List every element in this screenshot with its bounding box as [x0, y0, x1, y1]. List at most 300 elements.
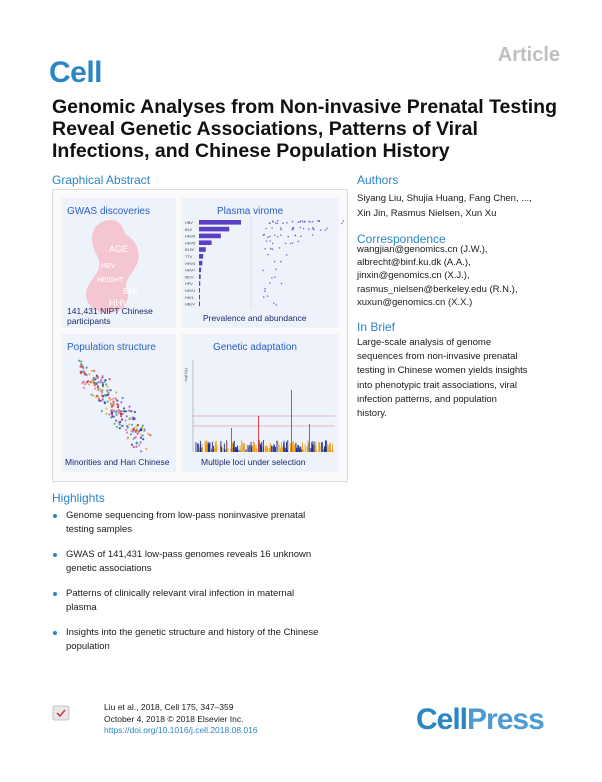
abundance-point: [264, 288, 266, 290]
pca-point: [120, 401, 122, 403]
authors-line: Siyang Liu, Shujia Huang, Fang Chen, ...,: [357, 193, 532, 204]
virus-label: HHV1: [185, 289, 196, 293]
abundance-point: [300, 220, 302, 222]
bullet-icon: [53, 553, 57, 557]
manhattan-point: [268, 449, 269, 452]
manhattan-point: [329, 444, 330, 452]
abundance-point: [271, 227, 273, 229]
pca-point: [115, 420, 117, 422]
manhattan-point: [202, 447, 203, 452]
pca-point: [101, 410, 103, 412]
citation-line: Liu et al., 2018, Cell 175, 347–359: [104, 702, 234, 712]
abundance-point: [269, 240, 271, 242]
pca-point: [137, 424, 139, 426]
manhattan-point: [209, 444, 210, 452]
pca-point: [134, 411, 136, 413]
gwas-trait-label: HEIGHT: [97, 277, 124, 284]
manhattan-point: [315, 442, 316, 452]
pca-point: [112, 398, 114, 400]
gwas-panel-title: GWAS discoveries: [67, 206, 150, 217]
abundance-point: [267, 295, 269, 297]
gwas-trait-label: BMI: [123, 287, 138, 296]
prevalence-bar: [199, 295, 200, 300]
pca-point: [99, 388, 101, 390]
abundance-point: [275, 269, 277, 271]
population-caption: Minorities and Han Chinese: [65, 457, 170, 467]
abundance-point: [293, 228, 295, 230]
abundance-point: [264, 248, 266, 250]
pca-point: [109, 378, 111, 380]
abundance-point: [272, 221, 274, 223]
manhattan-point: [233, 443, 234, 452]
article-type-label: Article: [497, 44, 560, 66]
pca-point: [119, 423, 121, 425]
authors-list: [357, 191, 557, 221]
pca-point: [130, 410, 132, 412]
cell-press-logo-part: Press: [467, 703, 544, 736]
graphical-abstract-figure: [52, 189, 348, 482]
gwas-trait-label: HHV: [109, 298, 129, 308]
pca-point: [117, 409, 119, 411]
abundance-point: [302, 220, 304, 222]
manhattan-point: [331, 450, 332, 453]
manhattan-point: [265, 446, 266, 452]
manhattan-point: [239, 450, 240, 452]
prevalence-bar: [199, 268, 201, 273]
pca-point: [80, 361, 82, 363]
pca-point: [136, 430, 138, 432]
pca-point: [131, 444, 133, 446]
prevalence-bar: [199, 254, 203, 259]
abundance-point: [274, 276, 276, 278]
virus-label: TTV: [185, 255, 193, 259]
abundance-point: [277, 223, 279, 225]
manhattan-point: [297, 450, 298, 452]
abundance-point: [270, 248, 272, 250]
manhattan-point: [328, 449, 329, 452]
pca-point: [94, 387, 96, 389]
pca-point: [107, 386, 109, 388]
email-link[interactable]: rasmus_nielsen@berkeley.edu (R.N.),: [357, 283, 518, 295]
pca-point: [111, 411, 113, 413]
abundance-point: [269, 236, 271, 238]
pca-point: [79, 366, 81, 368]
adaptation-caption: Multiple loci under selection: [201, 457, 306, 467]
abundance-point: [280, 227, 282, 229]
abundance-point: [271, 277, 273, 279]
manhattan-point: [243, 443, 244, 452]
manhattan-point: [261, 442, 262, 452]
pca-point: [121, 425, 123, 427]
pca-point: [93, 370, 95, 372]
pca-point: [124, 419, 126, 421]
abundance-point: [272, 248, 274, 250]
manhattan-point: [286, 442, 287, 452]
pca-point: [119, 427, 121, 429]
authors-line: Xin Jin, Rasmus Nielsen, Xun Xu: [357, 208, 497, 219]
highlight-line: GWAS of 141,431 low-pass genomes reveals 16 unknown: [66, 549, 312, 560]
pca-point: [100, 400, 102, 402]
manhattan-point: [200, 450, 201, 452]
citation-block: [104, 702, 258, 737]
pca-point: [100, 379, 102, 381]
pca-point: [86, 367, 88, 369]
pca-point: [133, 428, 135, 430]
abundance-point: [280, 261, 282, 263]
pca-point: [102, 395, 104, 397]
pca-point: [91, 370, 93, 372]
in-brief-line: history.: [357, 408, 387, 420]
pca-point: [88, 383, 90, 385]
abundance-point: [312, 227, 314, 229]
pca-point: [135, 436, 137, 438]
abundance-point: [297, 221, 299, 223]
abundance-point: [274, 261, 276, 263]
abundance-point: [286, 222, 288, 224]
abundance-point: [277, 236, 279, 238]
manhattan-point: [330, 442, 331, 452]
in-brief-line: testing in Chinese women yields insights: [357, 365, 528, 377]
prevalence-bar: [199, 227, 229, 232]
pca-point: [78, 360, 80, 362]
pca-point: [83, 381, 85, 383]
email-link[interactable]: wangjian@genomics.cn (J.W.),: [357, 244, 488, 255]
manhattan-point: [213, 446, 214, 452]
pca-point: [149, 434, 151, 436]
manhattan-point: [248, 445, 249, 452]
pca-point: [98, 400, 100, 402]
highlight-item: [52, 548, 342, 576]
pca-point: [130, 429, 132, 431]
pca-point: [80, 372, 82, 374]
bullet-icon: [53, 514, 57, 518]
manhattan-point: [293, 449, 294, 452]
pca-point: [127, 426, 129, 428]
pca-point: [111, 409, 113, 411]
pca-point: [145, 448, 147, 450]
highlight-line: population: [66, 641, 110, 652]
gwas-caption-line2: participants: [67, 316, 111, 326]
abundance-point: [312, 228, 314, 230]
pca-point: [115, 391, 117, 393]
manhattan-point: [275, 447, 276, 452]
pca-point: [126, 415, 128, 417]
pca-point: [97, 376, 99, 378]
pca-point: [115, 412, 117, 414]
pca-point: [105, 383, 107, 385]
pca-point: [123, 407, 125, 409]
manhattan-point: [236, 447, 237, 452]
pca-point: [105, 408, 107, 410]
pca-point: [133, 438, 135, 440]
manhattan-point: [214, 450, 215, 452]
doi-link[interactable]: https://doi.org/10.1016/j.cell.2018.08.016: [104, 725, 258, 735]
pca-point: [97, 385, 99, 387]
pca-point: [127, 437, 129, 439]
manhattan-point: [299, 448, 300, 452]
manhattan-point: [327, 445, 328, 452]
abundance-point: [312, 234, 314, 236]
abundance-point: [290, 243, 292, 245]
manhattan-point: [273, 447, 274, 452]
pca-point: [110, 402, 112, 404]
crossmark-icon[interactable]: [52, 705, 70, 721]
pca-point: [92, 379, 94, 381]
email-link[interactable]: xuxun@genomics.cn (X.X.): [357, 296, 473, 308]
gwas-trait-label: HBV: [101, 263, 116, 270]
abundance-point: [343, 220, 345, 222]
in-brief-line: infection patterns, and population: [357, 393, 497, 405]
manhattan-point: [284, 444, 285, 452]
in-brief-heading: In Brief: [357, 320, 396, 334]
abundance-point: [267, 254, 269, 256]
pca-point: [142, 438, 144, 440]
manhattan-point: [305, 444, 306, 452]
manhattan-point: [282, 447, 283, 452]
abundance-point: [266, 240, 268, 242]
manhattan-point: [271, 446, 272, 452]
highlights-list: [52, 509, 342, 665]
pca-point: [140, 429, 142, 431]
abundance-point: [295, 235, 297, 237]
manhattan-point: [251, 447, 252, 452]
abundance-point: [325, 229, 327, 231]
authors-heading: Authors: [357, 173, 399, 187]
pca-point: [84, 383, 86, 385]
selection-signal: [291, 390, 292, 452]
manhattan-point: [302, 449, 303, 452]
manhattan-point: [325, 440, 326, 452]
abundance-point: [265, 228, 267, 230]
manhattan-point: [235, 447, 236, 452]
highlight-item: [52, 587, 342, 615]
pca-point: [126, 431, 128, 433]
pca-point: [86, 374, 88, 376]
abundance-point: [287, 236, 289, 238]
manhattan-point: [319, 442, 320, 452]
abundance-point: [319, 221, 321, 223]
manhattan-point: [254, 446, 255, 452]
abundance-point: [263, 296, 265, 298]
pca-point: [137, 433, 139, 435]
pca-point: [128, 424, 130, 426]
selection-signal: [231, 428, 232, 452]
selection-signal: [258, 416, 259, 452]
abundance-point: [326, 228, 328, 230]
virome-panel-title: Plasma virome: [217, 206, 284, 217]
pca-point: [130, 433, 132, 435]
cell-press-logo: [416, 703, 544, 737]
abundance-point: [292, 242, 294, 244]
pca-point: [125, 429, 127, 431]
pca-point: [113, 403, 115, 405]
manhattan-point: [216, 444, 217, 452]
highlight-item: [52, 509, 342, 537]
abundance-point: [277, 220, 279, 222]
virus-label: HIV1: [185, 295, 194, 300]
virus-label: HHV6: [185, 234, 196, 239]
abundance-point: [262, 270, 264, 272]
correspondence-heading: Correspondence: [357, 232, 446, 246]
pca-point: [141, 426, 143, 428]
manhattan-point: [277, 444, 278, 452]
manhattan-point: [272, 446, 273, 452]
manhattan-point: [300, 447, 301, 453]
virus-label: B19V: [185, 248, 195, 253]
abundance-point: [292, 221, 294, 223]
pca-point: [94, 378, 96, 380]
highlight-line: testing samples: [66, 524, 133, 535]
pca-point: [136, 442, 138, 444]
manhattan-point: [224, 448, 225, 452]
manhattan-point: [257, 449, 258, 452]
abundance-point: [298, 241, 300, 243]
abundance-point: [308, 228, 310, 230]
abundance-point: [312, 221, 314, 223]
manhattan-point: [242, 442, 243, 452]
population-panel-title: Population structure: [67, 342, 156, 353]
manhattan-ylabel: -log10(p): [184, 367, 188, 382]
manhattan-point: [270, 444, 271, 452]
abundance-point: [341, 223, 343, 225]
manhattan-point: [225, 449, 226, 452]
prevalence-bar: [199, 220, 241, 225]
pca-point: [97, 381, 99, 383]
virus-label: HHV5: [185, 241, 196, 246]
graphical-abstract-heading: Graphical Abstract: [52, 173, 151, 187]
pca-point: [91, 394, 93, 396]
correspondence-list: [357, 243, 557, 309]
pca-point: [140, 450, 142, 452]
abundance-point: [276, 304, 278, 306]
manhattan-point: [208, 442, 209, 452]
pca-point: [93, 395, 95, 397]
highlight-line: Genome sequencing from low-pass noninvasive prenatal: [66, 510, 306, 521]
pca-point: [110, 416, 112, 418]
selection-signal: [309, 424, 310, 452]
manhattan-point: [324, 449, 325, 452]
abundance-point: [264, 234, 266, 236]
manhattan-point: [303, 449, 304, 452]
gwas-caption-line1: 141,431 NIPT Chinese: [67, 306, 153, 316]
pca-point: [138, 444, 140, 446]
pca-point: [100, 390, 102, 392]
pca-point: [128, 406, 130, 408]
manhattan-point: [312, 445, 313, 452]
bullet-icon: [53, 631, 57, 635]
pca-point: [106, 390, 108, 392]
abundance-point: [272, 243, 274, 245]
manhattan-point: [205, 441, 206, 452]
manhattan-point: [228, 448, 229, 452]
manhattan-point: [249, 445, 250, 452]
manhattan-point: [269, 448, 270, 452]
pca-point: [110, 398, 112, 400]
pca-point: [147, 433, 149, 435]
pca-point: [121, 413, 123, 415]
pca-point: [96, 395, 98, 397]
abundance-point: [281, 283, 283, 285]
in-brief-line: into phenotypic trait associations, viral: [357, 379, 517, 391]
manhattan-point: [246, 449, 247, 452]
adaptation-panel-title: Genetic adaptation: [213, 342, 297, 353]
in-brief-line: sequences from non-invasive prenatal: [357, 351, 518, 363]
pca-point: [111, 414, 113, 416]
pca-point: [100, 381, 102, 383]
manhattan-point: [263, 446, 264, 452]
abundance-point: [280, 234, 282, 236]
pca-point: [111, 406, 113, 408]
highlight-line: Insights into the genetic structure and history of the Chinese: [66, 627, 319, 638]
manhattan-point: [211, 449, 212, 452]
pca-point: [119, 411, 121, 413]
prevalence-bar: [199, 274, 201, 279]
pca-point: [115, 414, 117, 416]
abundance-point: [286, 254, 288, 256]
manhattan-point: [255, 448, 256, 452]
virus-label: HBoV: [185, 302, 195, 307]
pca-point: [116, 426, 118, 428]
pca-point: [135, 446, 137, 448]
email-link[interactable]: albrecht@binf.ku.dk (A.A.),: [357, 257, 471, 269]
abundance-point: [274, 235, 276, 237]
pca-point: [140, 437, 142, 439]
pca-point: [105, 413, 107, 415]
manhattan-point: [279, 445, 280, 452]
highlight-item: [52, 626, 342, 654]
pca-point: [117, 404, 119, 406]
pca-point: [135, 426, 137, 428]
manhattan-point: [314, 441, 315, 452]
abundance-point: [308, 221, 310, 223]
email-link[interactable]: jinxin@genomics.cn (X.J.),: [357, 270, 470, 282]
pca-point: [104, 402, 106, 404]
virome-caption: Prevalence and abundance: [203, 313, 307, 323]
pca-point: [95, 383, 97, 385]
abundance-point: [282, 222, 284, 224]
virus-label: B19: [185, 227, 192, 232]
pca-point: [102, 384, 104, 386]
citation-line: October 4, 2018 © 2018 Elsevier Inc.: [104, 713, 244, 724]
manhattan-point: [290, 443, 291, 452]
pca-point: [97, 389, 99, 391]
manhattan-point: [221, 447, 222, 452]
article-title: Genomic Analyses from Non-invasive Prenatal Testing Reveal Genetic Associations, Patterns of Viral Infections, and Chinese Population History: [52, 96, 557, 162]
abundance-point: [275, 222, 277, 224]
virus-label: MCV: [185, 275, 194, 280]
pca-point: [108, 413, 110, 415]
prevalence-bar: [199, 302, 200, 307]
abundance-point: [303, 228, 305, 230]
manhattan-point: [196, 442, 197, 452]
in-brief-line: Large-scale analysis of genome: [357, 337, 492, 348]
pca-point: [83, 387, 85, 389]
manhattan-point: [237, 447, 238, 452]
graphical-abstract-svg: [53, 190, 347, 481]
pca-point: [107, 401, 109, 403]
in-brief-text: [357, 336, 542, 421]
pca-point: [128, 410, 130, 412]
pca-point: [113, 410, 115, 412]
prevalence-bar: [199, 247, 206, 252]
pca-point: [115, 397, 117, 399]
manhattan-point: [226, 442, 227, 452]
pca-point: [129, 418, 131, 420]
abundance-point: [267, 236, 269, 238]
pca-point: [139, 441, 141, 443]
pca-point: [133, 446, 135, 448]
manhattan-point: [277, 441, 278, 452]
